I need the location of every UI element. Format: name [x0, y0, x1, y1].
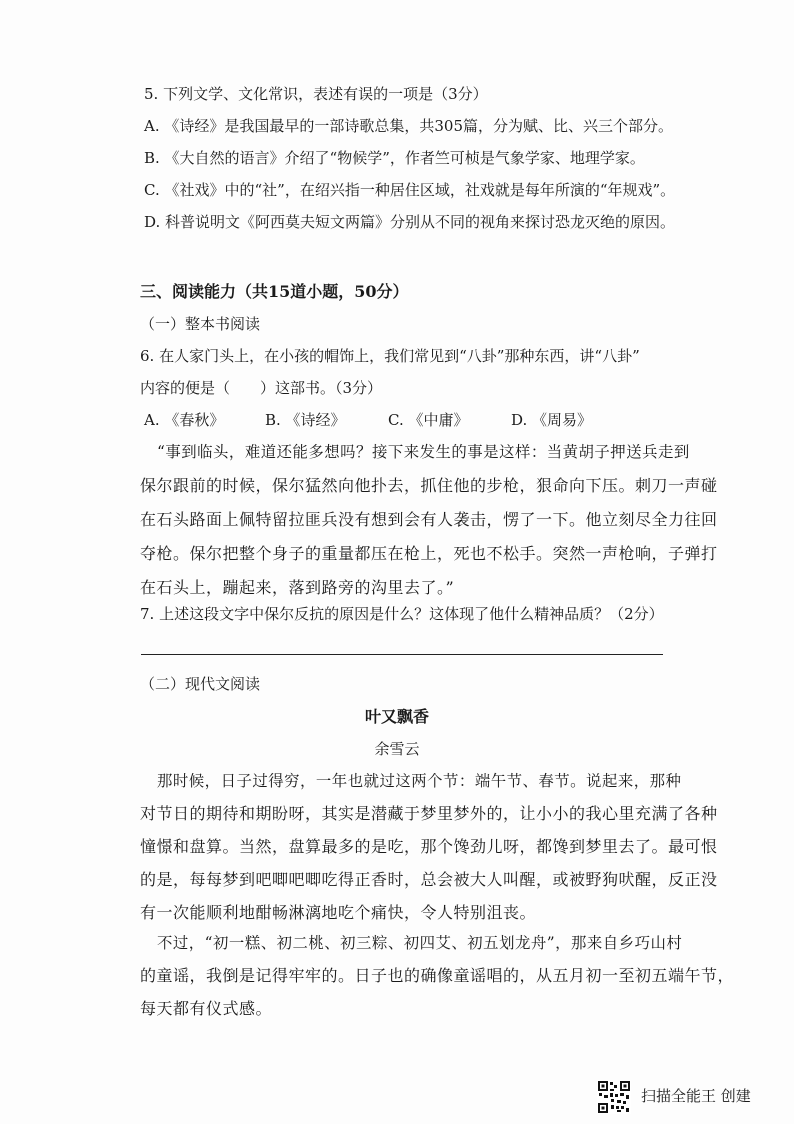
q6-option-b: B. 《诗经》 — [265, 411, 346, 429]
section3-heading: 三、阅读能力（共15道小题，50分） — [140, 282, 409, 301]
q6-line2: 内容的便是（ ）这部书。（3分） — [140, 379, 383, 397]
article-line: 那时候，日子过得穷，一年也就过这两个节：端午节、春节。说起来，那种 — [157, 772, 682, 790]
q7-stem: 7. 上述这段文字中保尔反抗的原因是什么？这体现了他什么精神品质？（2分） — [140, 605, 664, 623]
q6-line1: 6. 在人家门头上，在小孩的帽饰上，我们常见到“八卦”那种东西，讲“八卦” — [140, 347, 640, 365]
article-line: 对节日的期待和期盼呀，其实是潜藏于梦里梦外的，让小小的我心里充满了各种 — [140, 804, 718, 823]
q5-option-a: A. 《诗经》是我国最早的一部诗歌总集，共305篇，分为赋、比、兴三个部分。 — [144, 117, 674, 135]
article-line: 有一次能顺利地酣畅淋漓地吃个痛快，令人特别沮丧。 — [140, 903, 537, 922]
article-line: 憧憬和盘算。当然，盘算最多的是吃，那个馋劲儿呀，都馋到梦里去了。最可恨 — [140, 837, 718, 856]
article-line: 不过，“初一糕、初二桃、初三粽、初四艾、初五划龙舟”，那来自乡巧山村 — [157, 934, 683, 952]
q6-option-c: C. 《中庸》 — [388, 411, 469, 429]
q6-option-d: D. 《周易》 — [511, 411, 593, 429]
passage1-line: “事到临头，难道还能多想吗？接下来发生的事是这样：当黄胡子押送兵走到 — [157, 443, 690, 461]
article-title: 叶又飘香 — [364, 707, 429, 726]
article-line: 的童谣，我倒是记得牢牢的。日子也的确像童谣唱的，从五月初一至初五端午节， — [140, 966, 735, 985]
scanner-watermark-text: 扫描全能王 创建 — [641, 1087, 751, 1105]
article-author: 余雪云 — [374, 740, 420, 758]
section3-part2: （二）现代文阅读 — [140, 675, 261, 693]
q5-option-b: B. 《大自然的语言》介绍了“物候学”，作者竺可桢是气象学家、地理学家。 — [144, 149, 645, 167]
section3-part1: （一）整本书阅读 — [140, 315, 261, 333]
passage1-line: 夺枪。保尔把整个身子的重量都压在枪上，死也不松手。突然一声枪响，子弹打 — [140, 544, 718, 563]
qr-code-icon — [597, 1080, 631, 1114]
q5-option-d: D. 科普说明文《阿西莫夫短文两篇》分别从不同的视角来探讨恐龙灭绝的原因。 — [144, 213, 676, 231]
q5-option-c: C. 《社戏》中的“社”，在绍兴指一种居住区域，社戏就是每年所演的“年规戏”。 — [144, 181, 676, 199]
article-line: 每天都有仪式感。 — [140, 999, 273, 1018]
article-line: 的是，每每梦到吧唧吧唧吃得正香时，总会被大人叫醒，或被野狗吠醒，反正没 — [140, 870, 718, 889]
q5-stem: 5. 下列文学、文化常识，表述有误的一项是（3分） — [144, 85, 488, 103]
q6-option-a: A. 《春秋》 — [144, 411, 225, 429]
answer-line — [141, 654, 663, 655]
passage1-line: 在石头上，蹦起来，落到路旁的沟里去了。” — [140, 578, 455, 597]
passage1-line: 保尔跟前的时候，保尔猛然向他扑去，抓住他的步枪，狠命向下压。刺刀一声碰 — [140, 476, 718, 495]
passage1-line: 在石头路面上佩特留拉匪兵没有想到会有人袭击，愣了一下。他立刻尽全力往回 — [140, 510, 718, 529]
